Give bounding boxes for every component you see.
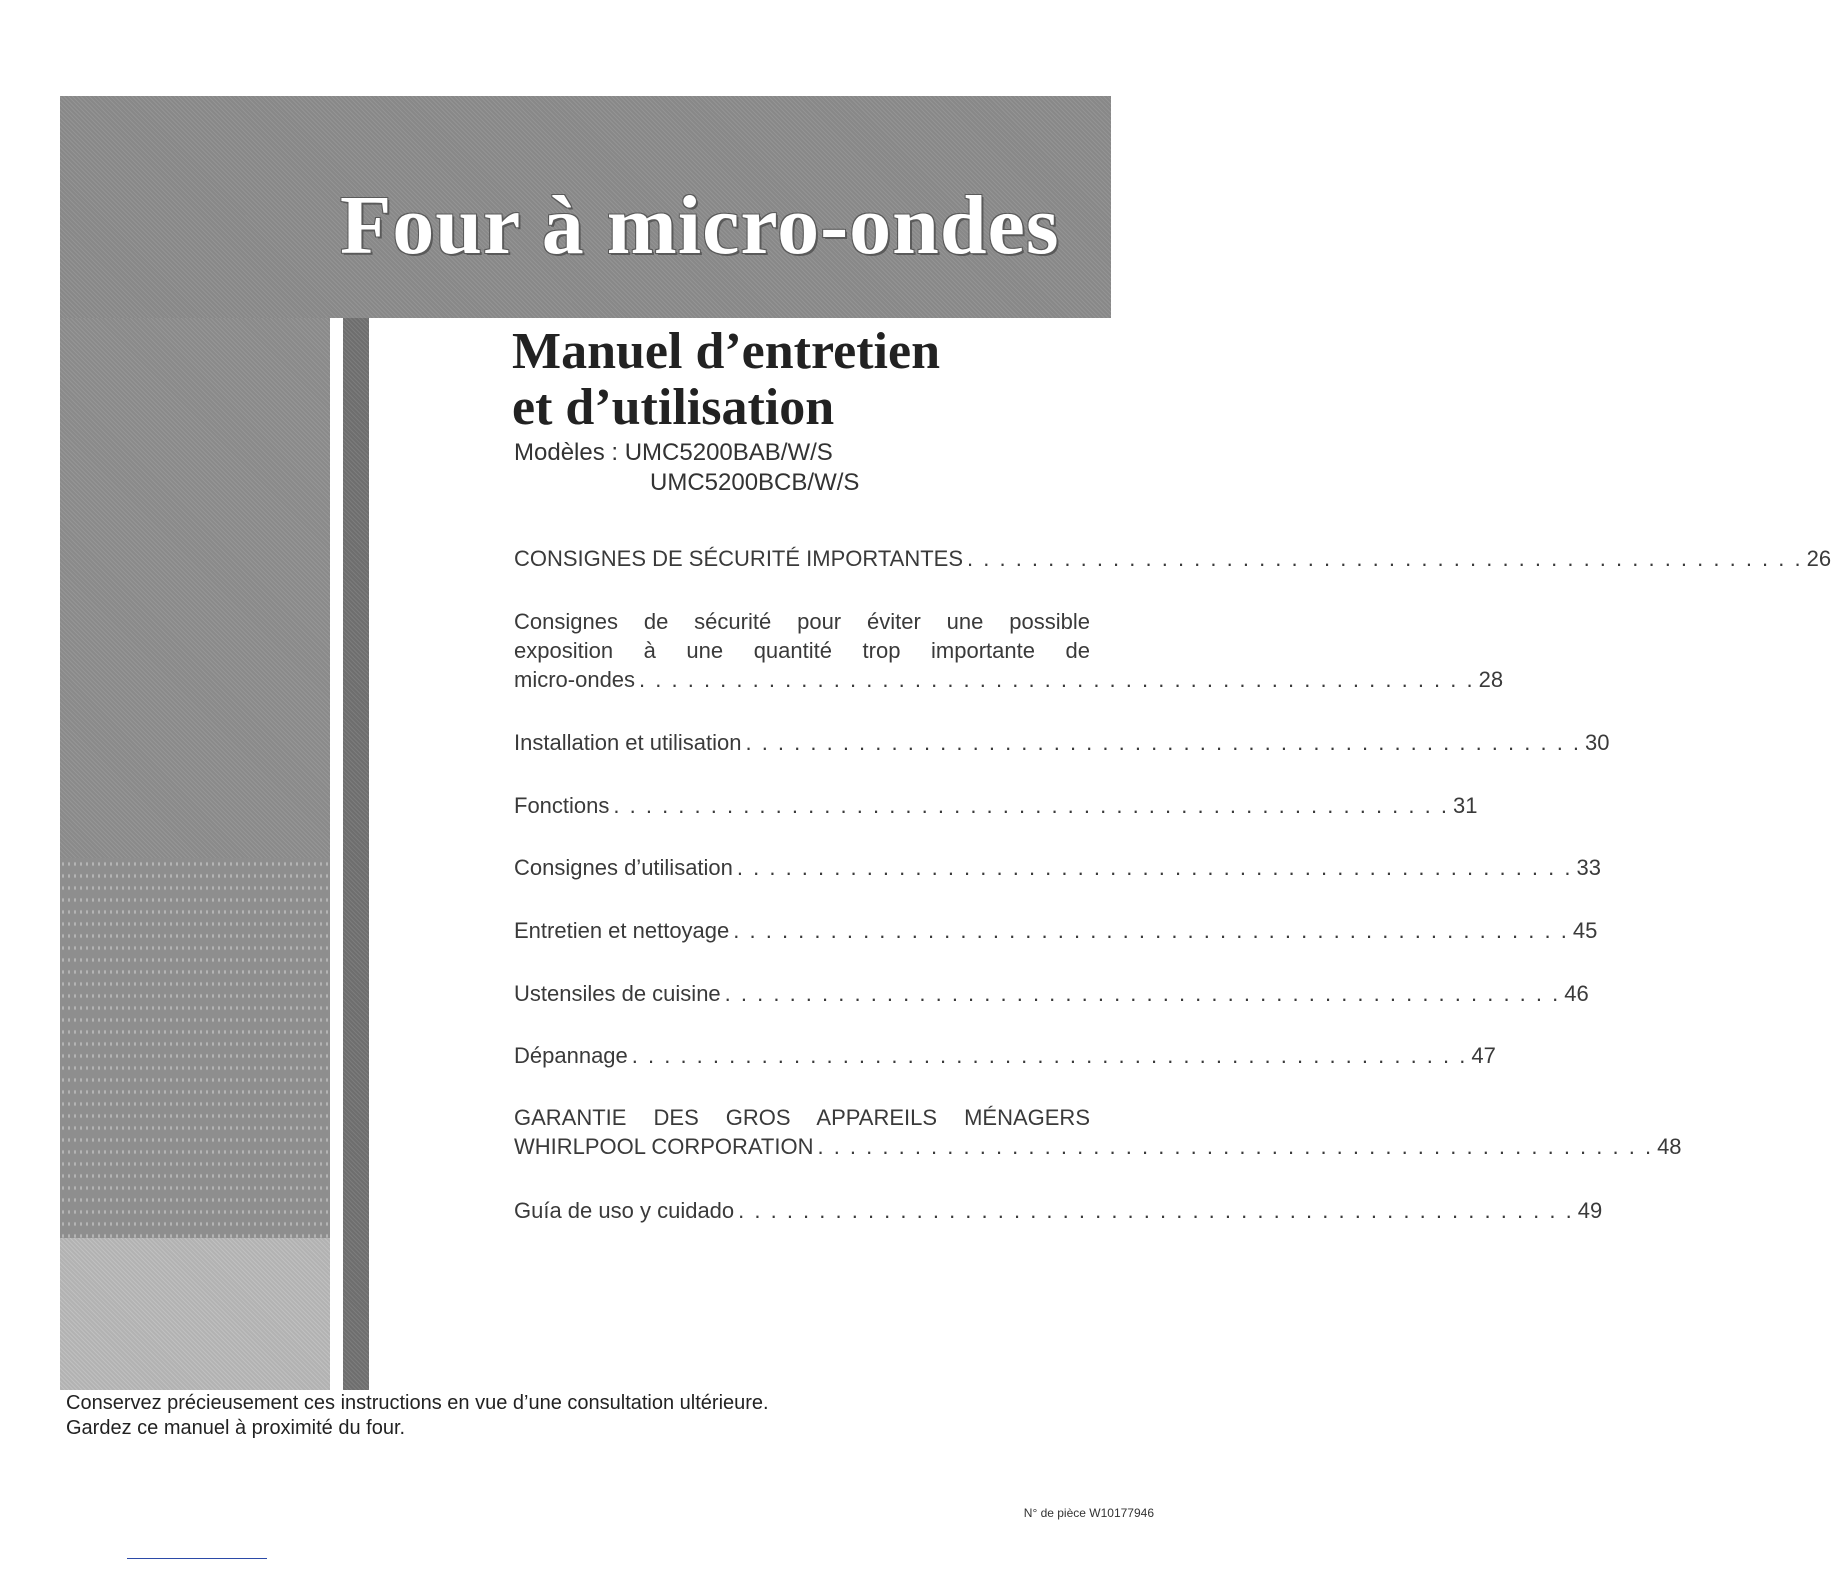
- footer-notes: [66, 1391, 769, 1441]
- toc-entry-label: Consignes d’utilisation: [514, 855, 733, 880]
- toc-entry-label-line: exposition à une quantité trop importante de: [514, 638, 1090, 663]
- toc-page-number: 33: [1576, 855, 1601, 880]
- leader-dots: . . . . . . . . . . . . . . . . . . . . . . . . . . . . . . . . . . . . . . . . . . . . . . . . . . . .: [733, 918, 1569, 943]
- leader-dots: . . . . . . . . . . . . . . . . . . . . . . . . . . . . . . . . . . . . . . . . . . . . . . . . . . . .: [738, 1198, 1574, 1223]
- toc-page-number: 45: [1572, 918, 1598, 943]
- keep-manual-note: Gardez ce manuel à proximité du four.: [66, 1417, 406, 1439]
- subtitle-line-1: Manuel d’entretien: [512, 323, 940, 380]
- toc-entry-care[interactable]: [514, 916, 1598, 945]
- toc-entry-label-line: Consignes de sécurité pour éviter une possible: [514, 609, 1090, 634]
- model-line-1: Modèles : UMC5200BAB/W/S: [514, 439, 833, 466]
- toc-entry-label: micro-ondes: [514, 667, 636, 692]
- toc-page-number: 30: [1585, 730, 1610, 755]
- toc-entry-label: Installation et utilisation: [514, 730, 742, 755]
- leader-dots: . . . . . . . . . . . . . . . . . . . . . . . . . . . . . . . . . . . . . . . . . . . . . . . . . . . .: [817, 1134, 1654, 1159]
- toc-page-number: 26: [1806, 546, 1831, 571]
- toc-entry-label: Entretien et nettoyage: [514, 918, 730, 943]
- toc-entry-microwave-exposure[interactable]: [514, 607, 1504, 694]
- leader-dots: . . . . . . . . . . . . . . . . . . . . . . . . . . . . . . . . . . . . . . . . . . . . . . . . . . . .: [736, 855, 1573, 880]
- model-numbers: [514, 438, 859, 498]
- leader-dots: . . . . . . . . . . . . . . . . . . . . . . . . . . . . . . . . . . . . . . . . . . . . . . . . . . . .: [613, 793, 1449, 818]
- leader-dots: . . . . . . . . . . . . . . . . . . . . . . . . . . . . . . . . . . . . . . . . . . . . . . . . . . . .: [639, 667, 1475, 692]
- bottom-rule: [127, 1558, 267, 1559]
- toc-page-number: 28: [1478, 667, 1504, 692]
- toc-entry-safety[interactable]: [514, 544, 1831, 573]
- left-dotted-panel: [60, 858, 330, 1238]
- toc-entry-troubleshooting[interactable]: [514, 1041, 1496, 1070]
- toc-entry-label: Guía de uso y cuidado: [514, 1198, 735, 1223]
- toc-entry-label: Fonctions: [514, 793, 610, 818]
- model-line-2: UMC5200BCB/W/S: [650, 469, 860, 496]
- toc-entry-warranty[interactable]: [514, 1103, 1682, 1161]
- toc-entry-label-line: GARANTIE DES GROS APPAREILS MÉNAGERS: [514, 1105, 1090, 1130]
- toc-page-number: 48: [1657, 1134, 1682, 1159]
- toc-page-number: 46: [1564, 981, 1589, 1006]
- manual-subtitle: [512, 324, 1102, 436]
- toc-entry-installation[interactable]: [514, 728, 1610, 757]
- toc-entry-features[interactable]: [514, 791, 1478, 820]
- keep-instructions-note: Conservez précieusement ces instructions en vue d’une consultation ultérieure.: [66, 1392, 769, 1414]
- toc-entry-label: WHIRLPOOL CORPORATION: [514, 1134, 814, 1159]
- toc-page-number: 49: [1577, 1198, 1603, 1223]
- leader-dots: . . . . . . . . . . . . . . . . . . . . . . . . . . . . . . . . . . . . . . . . . . . . . . . . . . . .: [631, 1043, 1468, 1068]
- toc-entry-cookware[interactable]: [514, 979, 1589, 1008]
- part-number: N° de pièce W10177946: [1023, 1506, 1154, 1520]
- toc-page-number: 31: [1452, 793, 1478, 818]
- leader-dots: . . . . . . . . . . . . . . . . . . . . . . . . . . . . . . . . . . . . . . . . . . . . . . . . . . . .: [724, 981, 1561, 1006]
- leader-dots: . . . . . . . . . . . . . . . . . . . . . . . . . . . . . . . . . . . . . . . . . . . . . . . . . . . .: [967, 546, 1803, 571]
- vertical-accent-bar: [343, 318, 369, 1390]
- leader-dots: . . . . . . . . . . . . . . . . . . . . . . . . . . . . . . . . . . . . . . . . . . . . . . . . . . . .: [745, 730, 1582, 755]
- toc-entry-label: Ustensiles de cuisine: [514, 981, 721, 1006]
- toc-page-number: 47: [1471, 1043, 1496, 1068]
- toc-entry-operation[interactable]: [514, 853, 1601, 882]
- toc-entry-label: Dépannage: [514, 1043, 628, 1068]
- toc-entry-label: CONSIGNES DE SÉCURITÉ IMPORTANTES: [514, 546, 964, 571]
- left-light-panel: [60, 1238, 330, 1390]
- toc-entry-spanish-guide[interactable]: [514, 1196, 1603, 1225]
- subtitle-line-2: et d’utilisation: [512, 379, 835, 436]
- cover-title: Four à micro-ondes: [340, 179, 1060, 272]
